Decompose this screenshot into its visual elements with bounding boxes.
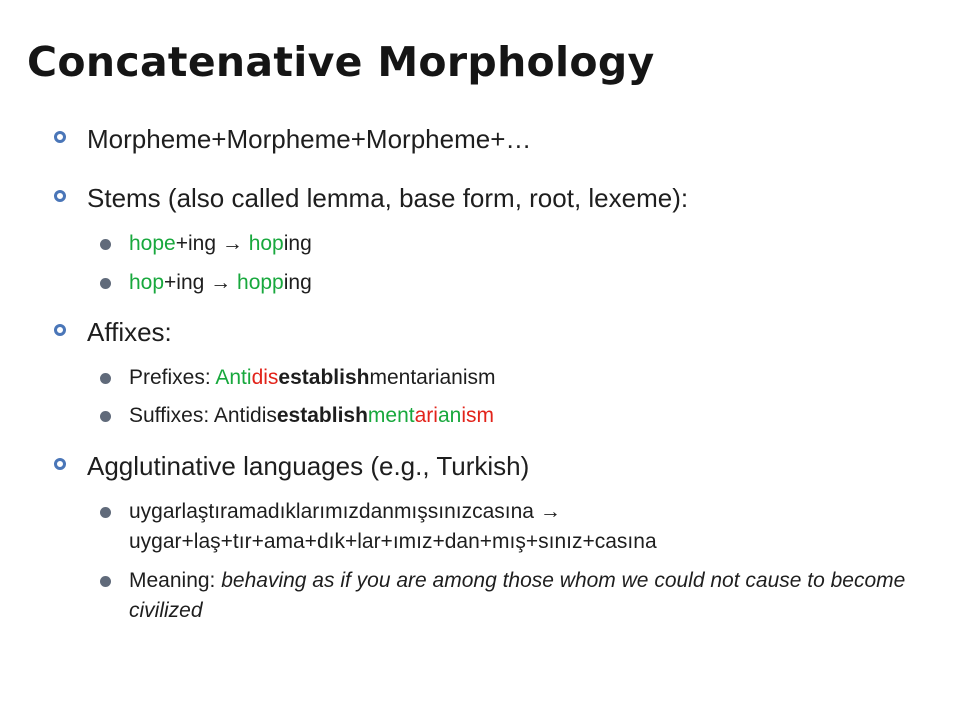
bullet-text: Stems (also called lemma, base form, root, lexeme): <box>87 183 689 213</box>
ring-bullet-icon <box>54 458 66 470</box>
sub-bullet-text: uygarlaştıramadıklarımızdanmışsınızcasına → uygar+laş+tır+ama+dık+lar+ımız+dan+mış+sınız+casına <box>129 500 657 553</box>
sub-bullet-text: Suffixes: Antidisestablishmentarianism <box>129 404 494 427</box>
bullet-text: Agglutinative languages (e.g., Turkish) <box>87 451 530 481</box>
ring-bullet-icon <box>54 190 66 202</box>
sub-bullet-text: hope+ing → hoping <box>129 232 312 255</box>
sub-bullet-text: Prefixes: Antidisestablishmentarianism <box>129 366 496 389</box>
bullet-text: Affixes: <box>87 317 172 347</box>
dot-bullet-icon <box>100 373 111 384</box>
dot-bullet-icon <box>100 576 111 587</box>
ring-bullet-icon <box>54 324 66 336</box>
sub-bullet-text: hop+ing → hopping <box>129 271 312 294</box>
dot-bullet-icon <box>100 507 111 518</box>
dot-bullet-icon <box>100 278 111 289</box>
dot-bullet-icon <box>100 411 111 422</box>
dot-bullet-icon <box>100 239 111 250</box>
slide-title: Concatenative Morphology <box>27 38 655 86</box>
sub-bullet-text: Meaning: behaving as if you are among those whom we could not cause to become civilized <box>129 569 906 622</box>
ring-bullet-icon <box>54 131 66 143</box>
bullet-text: Morpheme+Morpheme+Morpheme+… <box>87 124 532 154</box>
